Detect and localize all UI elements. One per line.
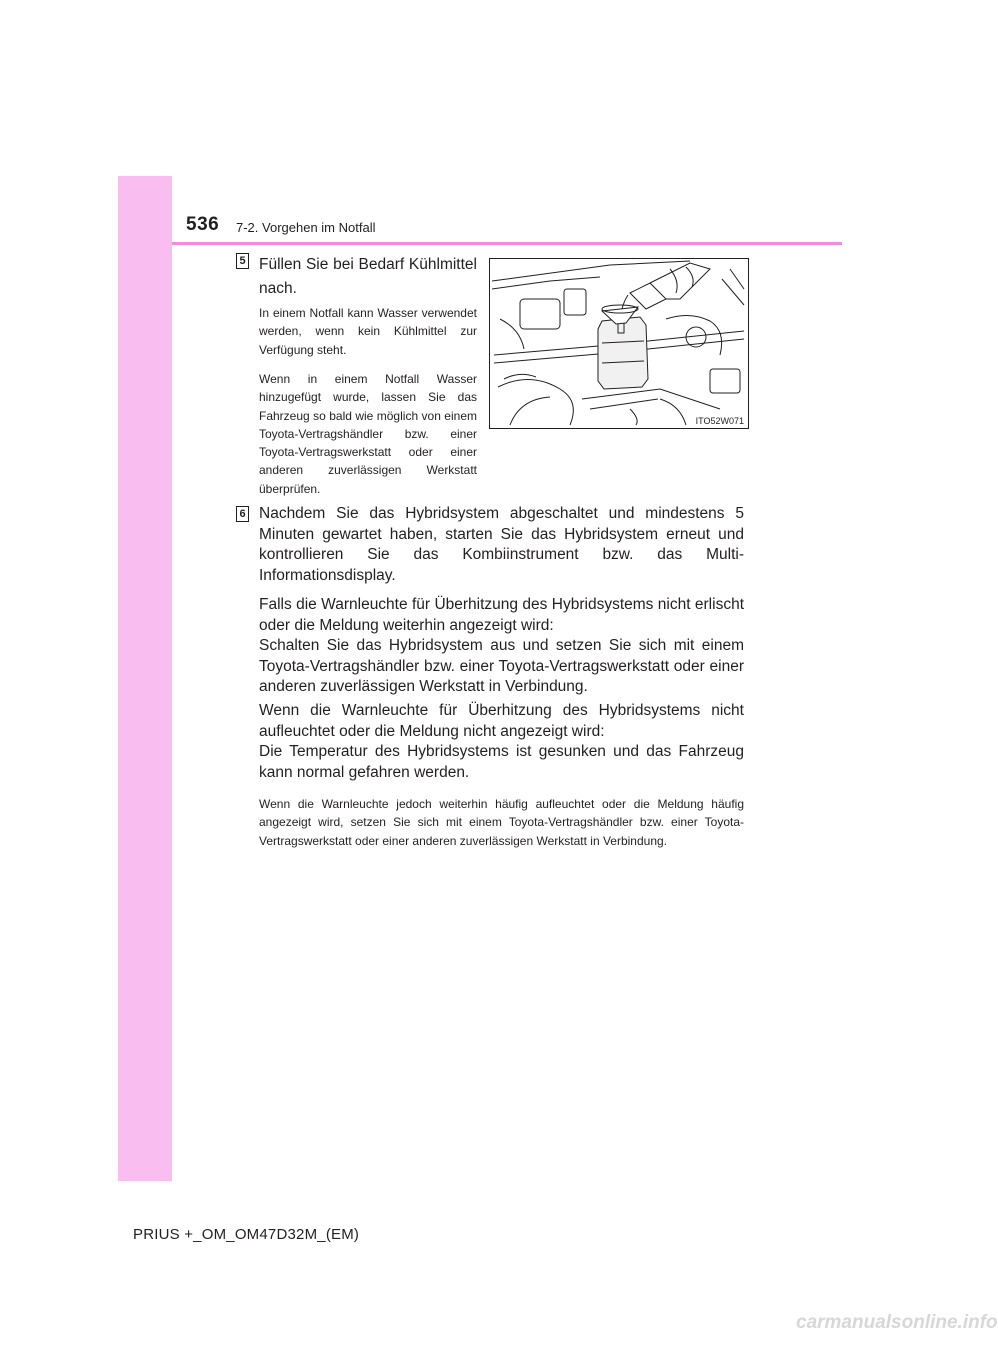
step-5-note-water: In einem Notfall kann Wasser verwendet werden, wenn kein Kühlmittel zur Verfügung steht. xyxy=(259,306,477,357)
step-5-badge: 5 xyxy=(236,253,249,269)
page-number: 536 xyxy=(186,214,220,235)
overheat-warning-still-on-condition: Falls die Warnleuchte für Überhitzung des Hybridsystems nicht erlischt oder die Meldung weiterhin angezeigt wird: xyxy=(259,596,744,634)
engine-bay-drawing xyxy=(490,259,747,427)
header-rule xyxy=(172,242,842,245)
side-tab-bar xyxy=(118,176,172,1181)
overheat-warning-off-result: Die Temperatur des Hybridsystems ist gesunken und das Fahrzeug kann normal gefahren werden. xyxy=(259,743,744,781)
step-5-note-inspection: Wenn in einem Notfall Wasser hinzugefügt wurde, lassen Sie das Fahrzeug so bald wie möglich von einem Toyota-Vertragshändler bzw. einer Toyota-Vertragswerkstatt oder einer anderen zuverlässigen Werkstatt überprüfen. xyxy=(259,372,477,496)
step-6-note: Wenn die Warnleuchte jedoch weiterhin häufig aufleuchtet oder die Meldung häufig angezeigt wird, setzen Sie sich mit einem Toyota-Vertragshändler bzw. einer Toyota-Vertragswerkstatt oder einer anderen zuverlässigen Werkstatt in Verbindung. xyxy=(259,797,744,848)
coolant-refill-illustration xyxy=(489,258,749,429)
step-6-badge: 6 xyxy=(236,506,249,522)
watermark: carmanualsonline.info xyxy=(796,1312,998,1333)
overheat-warning-still-on-action: Schalten Sie das Hybridsystem aus und setzen Sie sich mit einem Toyota-Vertragshändler bzw. einer Toyota-Vertragswerkstatt oder einer anderen zuverlässigen Werkstatt in Verbindung. xyxy=(259,637,744,695)
step-5-lead: Füllen Sie bei Bedarf Kühlmittel nach. xyxy=(259,256,477,297)
overheat-warning-off-condition: Wenn die Warnleuchte für Überhitzung des Hybridsystems nicht aufleuchtet oder die Meldung nicht angezeigt wird: xyxy=(259,702,744,740)
document-code: PRIUS +_OM_OM47D32M_(EM) xyxy=(133,1226,360,1243)
section-title: 7-2. Vorgehen im Notfall xyxy=(236,220,376,235)
step-6-instructions: Nachdem Sie das Hybridsystem abgeschaltet und mindestens 5 Minuten gewartet haben, starten Sie das Hybridsystem erneut und kontrollieren Sie das Kombiinstrument bzw. das Multi-Informationsdisplay. xyxy=(259,505,744,584)
figure-code: ITO52W071 xyxy=(695,416,744,426)
